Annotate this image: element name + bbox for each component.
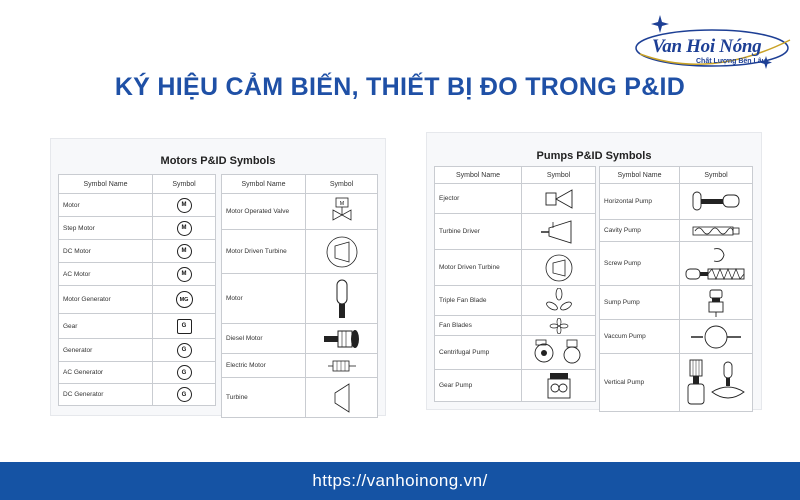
table-row	[59, 194, 216, 217]
table-row	[600, 220, 753, 242]
fan-blades-icon	[549, 318, 569, 334]
motors-card	[50, 138, 386, 416]
symbol-name: Horizontal Pump	[600, 184, 680, 220]
symbol-name: Cavity Pump	[600, 220, 680, 242]
brand-logo	[630, 10, 795, 80]
table-row	[435, 370, 596, 402]
pumps-card	[426, 132, 762, 410]
vertical-pump-icon	[684, 358, 748, 408]
gear-pump-icon	[544, 372, 574, 400]
symbol-name: Motor Driven Turbine	[435, 250, 522, 286]
table-row	[59, 263, 216, 286]
motor-cylinder-icon	[334, 278, 350, 320]
symbol-name: Turbine	[222, 378, 306, 418]
col-header-name: Symbol Name	[59, 175, 153, 194]
symbol-name: Step Motor	[59, 217, 153, 240]
symbol-name: Motor	[222, 274, 306, 324]
symbol-name: Electric Motor	[222, 354, 306, 378]
table-row	[59, 314, 216, 339]
table-row	[222, 324, 378, 354]
svg-text:M: M	[339, 200, 344, 207]
horizontal-pump-icon	[690, 188, 742, 216]
ejector-icon	[541, 187, 577, 211]
table-row	[222, 230, 378, 274]
step-motor-symbol-icon: M	[177, 221, 192, 236]
symbol-name: AC Motor	[59, 263, 153, 286]
motor-operated-valve-icon	[329, 197, 355, 227]
pumps-table-left	[434, 166, 596, 402]
symbol-name: Turbine Driver	[435, 214, 522, 250]
logo-name: Van Hoi Nóng	[652, 36, 762, 57]
col-header-name: Symbol Name	[435, 167, 522, 184]
logo-tagline: Chất Lượng Bền Lâu	[696, 58, 766, 65]
table-row	[59, 339, 216, 362]
table-row	[435, 336, 596, 370]
symbol-name: Gear	[59, 314, 153, 339]
motor-symbol-icon: M	[177, 198, 192, 213]
ac-generator-symbol-icon: G	[177, 365, 192, 380]
table-row	[435, 286, 596, 316]
screw-pump-icon	[684, 245, 748, 283]
col-header-symbol: Symbol	[522, 167, 596, 184]
table-row	[59, 217, 216, 240]
table-row	[435, 316, 596, 336]
electric-motor-icon	[327, 359, 357, 373]
table-row	[600, 320, 753, 354]
motor-driven-turbine-icon	[325, 235, 359, 269]
symbol-name: Motor Generator	[59, 286, 153, 314]
pumps-table-right	[599, 166, 753, 412]
table-row	[59, 384, 216, 406]
symbol-name: Triple Fan Blade	[435, 286, 522, 316]
footer-bar	[0, 462, 800, 500]
symbol-name: DC Motor	[59, 240, 153, 263]
motors-table-right	[221, 174, 378, 418]
col-header-symbol: Symbol	[680, 167, 753, 184]
table-row	[59, 286, 216, 314]
symbol-name: Gear Pump	[435, 370, 522, 402]
turbine-driver-icon	[539, 218, 579, 246]
col-header-name: Symbol Name	[222, 175, 306, 194]
symbol-name: Centrifugal Pump	[435, 336, 522, 370]
generator-symbol-icon: G	[177, 343, 192, 358]
dc-generator-symbol-icon: G	[177, 387, 192, 402]
vaccum-pump-icon	[689, 324, 743, 350]
symbol-name: Ejector	[435, 184, 522, 214]
symbol-name: Sump Pump	[600, 286, 680, 320]
table-row	[222, 378, 378, 418]
table-row	[222, 194, 378, 230]
motors-card-title: Motors P&ID Symbols	[160, 155, 276, 167]
motor-driven-turbine-icon	[544, 253, 574, 283]
table-row	[222, 354, 378, 378]
symbol-name: Vaccum Pump	[600, 320, 680, 354]
symbol-name: Diesel Motor	[222, 324, 306, 354]
table-row	[435, 214, 596, 250]
page-title: KÝ HIỆU CẢM BIẾN, THIẾT BỊ ĐO TRONG P&ID	[114, 73, 686, 101]
table-row	[222, 274, 378, 324]
col-header-symbol: Symbol	[306, 175, 378, 194]
triple-fan-blade-icon	[545, 288, 573, 314]
symbol-name: Generator	[59, 339, 153, 362]
table-row	[435, 184, 596, 214]
symbol-name: Screw Pump	[600, 242, 680, 286]
gear-symbol-icon: G	[177, 319, 192, 334]
symbol-name: Motor Driven Turbine	[222, 230, 306, 274]
table-row	[600, 354, 753, 412]
symbol-name: Motor	[59, 194, 153, 217]
turbine-icon	[331, 382, 353, 414]
symbol-name: DC Generator	[59, 384, 153, 406]
centrifugal-pump-icon	[532, 338, 586, 368]
col-header-symbol: Symbol	[153, 175, 216, 194]
dc-motor-symbol-icon: M	[177, 244, 192, 259]
diesel-motor-icon	[322, 327, 362, 351]
table-row	[600, 184, 753, 220]
sump-pump-icon	[706, 288, 726, 318]
cavity-pump-icon	[691, 224, 741, 238]
col-header-name: Symbol Name	[600, 167, 680, 184]
symbol-name: Vertical Pump	[600, 354, 680, 412]
table-row	[435, 250, 596, 286]
symbol-name: Fan Blades	[435, 316, 522, 336]
symbol-name: AC Generator	[59, 362, 153, 384]
motor-generator-symbol-icon: MG	[176, 291, 193, 308]
footer-url[interactable]: https://vanhoinong.vn/	[312, 471, 488, 490]
ac-motor-symbol-icon: M	[177, 267, 192, 282]
motors-table-left	[58, 174, 216, 406]
pumps-card-title: Pumps P&ID Symbols	[536, 150, 652, 162]
table-row	[600, 286, 753, 320]
table-row	[59, 240, 216, 263]
symbol-name: Motor Operated Valve	[222, 194, 306, 230]
table-row	[600, 242, 753, 286]
table-row	[59, 362, 216, 384]
